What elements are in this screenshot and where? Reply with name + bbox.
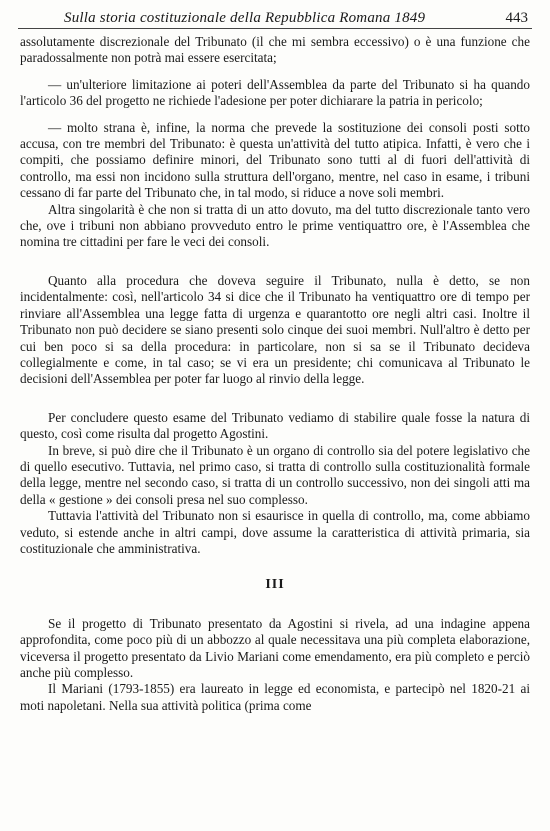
paragraph: Se il progetto di Tribunato presentato da Agostini si rivela, ad una indagine appena approfondita, come poco più di un abbozzo al quale necessitava una più completa elaborazione, viceversa il progetto presentato da Livio Mariani come emendamento, era più completo e perciò anche più complesso. bbox=[20, 615, 530, 680]
paragraph: Altra singolarità è che non si tratta di un atto dovuto, ma del tutto discrezionale tanto vero che, ove i tribuni non abbiano provveduto entro le prime ventiquattro ore, è l'Assemblea che nomina tre cittadini per fare le veci dei consoli. bbox=[20, 201, 530, 250]
paragraph: — un'ulteriore limitazione ai poteri dell'Assemblea da parte del Tribunato si ha quando l'articolo 36 del progetto ne richiede l'adesione per poter dichiarare la patria in pericolo; bbox=[20, 76, 530, 109]
page-number: 443 bbox=[505, 10, 528, 26]
section-heading: III bbox=[265, 577, 285, 593]
paragraph: Il Mariani (1793-1855) era laureato in legge ed economista, e partecipò nel 1820-21 ai moti napoletani. Nella sua attività politica (prima come bbox=[20, 681, 530, 713]
paragraph: assolutamente discrezionale del Tribunato (il che mi sembra eccessivo) o è una funzione che paradossalmente non potrà mai essere esercitata; bbox=[20, 34, 530, 66]
running-title: Sulla storia costituzionale della Repubblica Romana 1849 bbox=[64, 10, 426, 26]
paragraph: In breve, si può dire che il Tribunato è un organo di controllo sia del potere legislativo che di quello esecutivo. Tuttavia, nel primo caso, si tratta di controllo sulla costituzionalità formale della legge, mentre nel secondo caso, si tratta di un controllo successivo, non dei singoli atti ma della « gestione » dei consoli presa nel suo complesso. bbox=[20, 442, 530, 507]
paragraph: Quanto alla procedura che doveva seguire il Tribunato, nulla è detto, se non incidentalmente: così, nell'articolo 34 si dice che il Tribunato ha ventiquattro ore di tempo per rinviare all'Assemblea una legge fatta di urgenza e quarantotto ore negli altri casi. Inoltre il Tribunato non può decidere se siano presenti solo cinque dei suoi membri. Null'altro è detto per cui ben poco si sa della procedura: in particolare, non si sa se il Tribunato decideva collegialmente e come, in tal caso; se vi era un presidente; chi comunicava al Tribunato le decisioni dell'Assemblea per poter far luogo al rinvio della legge. bbox=[20, 272, 530, 387]
paragraph: Per concludere questo esame del Tribunato vediamo di stabilire quale fosse la natura di questo, così come risulta dal progetto Agostini. bbox=[20, 409, 530, 442]
paragraph: Tuttavia l'attività del Tribunato non si esaurisce in quella di controllo, ma, come abbiamo veduto, si estende anche in altri campi, dove assume la caratteristica di attività primaria, sia costituzionale che amministrativa. bbox=[20, 508, 530, 556]
paragraph: — molto strana è, infine, la norma che prevede la sostituzione dei consoli posti sotto accusa, con tre membri del Tribunato: è questa un'attività del tutto atipica. Infatti, è vero che i compiti, che possiamo definire minori, del Tribunato sono tutti al di fuori dell'attività di controllo, ma essi non incidono sulla struttura dell'organo, mentre, nel caso in esame, i tribuni cessano di far parte del Tribunato che, in tal modo, si riduce a nove soli membri. bbox=[20, 119, 530, 201]
page-header bbox=[18, 6, 532, 29]
page-body bbox=[20, 34, 530, 714]
